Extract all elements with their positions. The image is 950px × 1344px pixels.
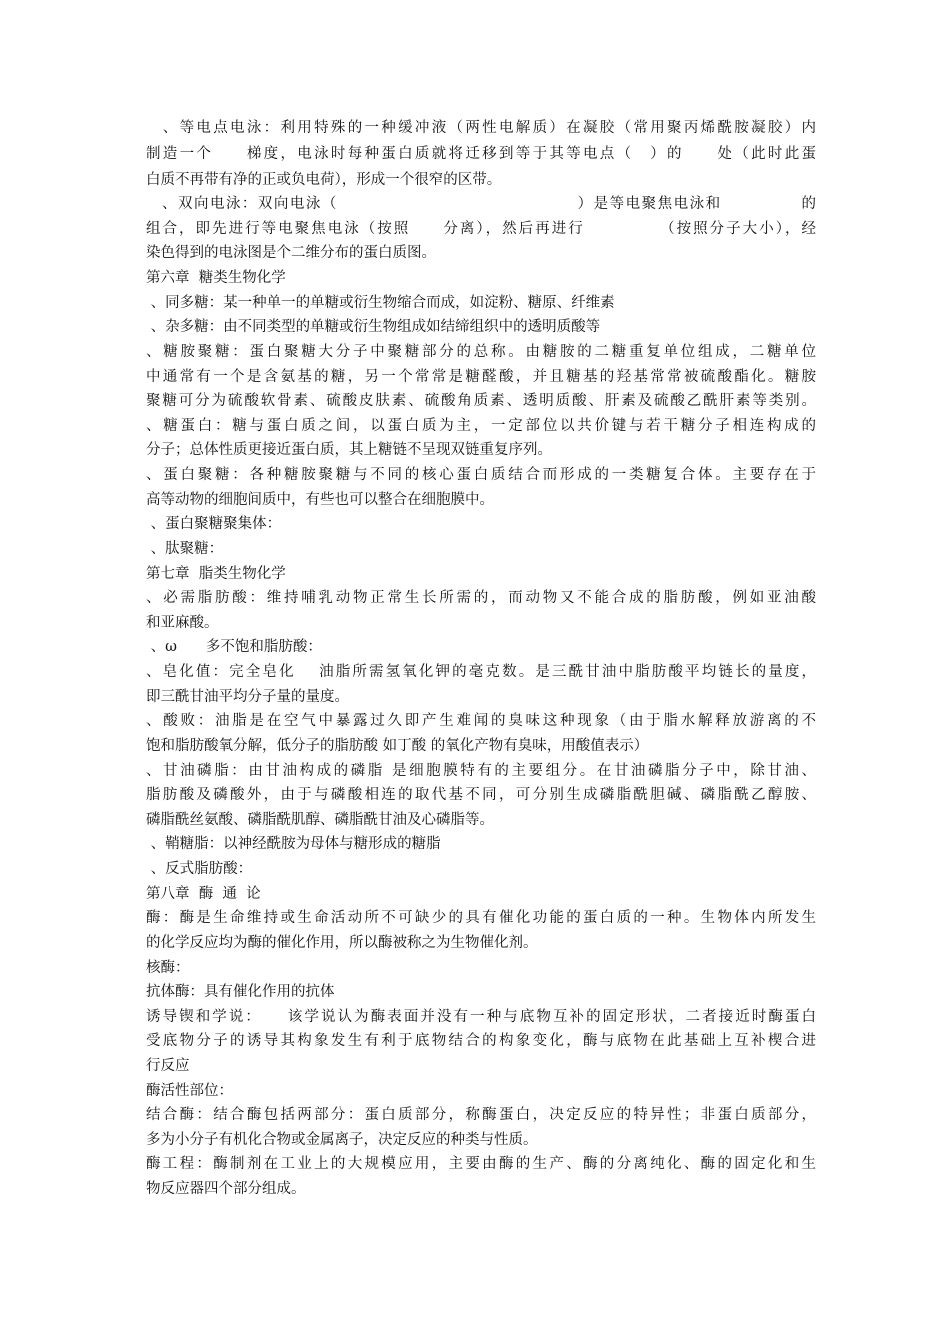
text-line: 、甘油磷脂：由甘油构成的磷脂 是细胞膜特有的主要组分。在甘油磷脂分子中，除甘油、 xyxy=(146,763,816,779)
text-line: 、蛋白聚糖：各种糖胺聚糖与不同的核心蛋白质结合而形成的一类糖复合体。主要存在于 xyxy=(146,467,816,483)
text-line: 、蛋白聚糖聚集体： xyxy=(146,516,282,532)
text-line: 、糖蛋白：糖与蛋白质之间，以蛋白质为主，一定部位以共价键与若干糖分子相连构成的 xyxy=(146,418,816,434)
text-line: 、肽聚糖： xyxy=(146,541,224,557)
text-line: 、等电点电泳：利用特殊的一种缓冲液（两性电解质）在凝胶（常用聚丙烯酰胺凝胶）内 xyxy=(146,120,816,136)
chapter-heading: 第七章 脂类生物化学 xyxy=(146,566,286,582)
text-line: 、反式脂肪酸： xyxy=(146,861,253,877)
chapter-heading: 第八章 酶 通 论 xyxy=(146,886,261,902)
text-line: 行反应 xyxy=(146,1058,190,1074)
chapter-heading: 第六章 糖类生物化学 xyxy=(146,270,286,286)
text-line: 染色得到的电泳图是个二维分布的蛋白质图。 xyxy=(146,245,436,261)
text-line: 高等动物的细胞间质中，有些也可以整合在细胞膜中。 xyxy=(146,492,494,508)
text-line: 物反应器四个部分组成。 xyxy=(146,1181,306,1197)
text-line: 、同多糖：某一种单一的单糖或衍生物缩合而成，如淀粉、糖原、纤维素 xyxy=(146,295,615,311)
text-line: 组合，即先进行等电聚焦电泳（按照 分离），然后再进行 （按照分子大小），经 xyxy=(146,221,816,237)
text-line: 和亚麻酸。 xyxy=(146,615,219,631)
text-line: 、糖胺聚糖：蛋白聚糖大分子中聚糖部分的总称。由糖胺的二糖重复单位组成，二糖单位 xyxy=(146,344,816,360)
text-line: 、杂多糖：由不同类型的单糖或衍生物组成如结缔组织中的透明质酸等 xyxy=(146,319,601,335)
text-line: 饱和脂肪酸氧分解，低分子的脂肪酸 如丁酸 的氧化产物有臭味，用酸值表示） xyxy=(146,738,649,754)
text-line: 诱导锲和学说： 该学说认为酶表面并没有一种与底物互补的固定形状，二者接近时酶蛋白 xyxy=(146,1009,816,1025)
text-line: 多为小分子有机化合物或金属离子，决定反应的种类与性质。 xyxy=(146,1132,538,1148)
text-line: 结合酶：结合酶包括两部分：蛋白质部分，称酶蛋白，决定反应的特异性；非蛋白质部分， xyxy=(146,1107,816,1123)
text-line: 中通常有一个是含氨基的糖，另一个常常是糖醛酸，并且糖基的羟基常常被硫酸酯化。糖胺 xyxy=(146,369,816,385)
text-line: 抗体酶：具有催化作用的抗体 xyxy=(146,984,335,1000)
text-line: 、酸败：油脂是在空气中暴露过久即产生难闻的臭味这种现象（由于脂水解释放游离的不 xyxy=(146,713,816,729)
text-line: 、皂化值：完全皂化 油脂所需氢氧化钾的毫克数。是三酰甘油中脂肪酸平均链长的量度， xyxy=(146,664,816,680)
text-line: 的化学反应均为酶的催化作用，所以酶被称之为生物催化剂。 xyxy=(146,935,538,951)
text-line: 制造一个 梯度，电泳时每种蛋白质就将迁移到等于其等电点（ ）的 处（此时此蛋 xyxy=(146,146,816,162)
text-line: 酶：酶是生命维持或生命活动所不可缺少的具有催化功能的蛋白质的一种。生物体内所发生 xyxy=(146,910,816,926)
text-line: 、鞘糖脂：以神经酰胺为母体与糖形成的糖脂 xyxy=(146,836,441,852)
text-line: 、必需脂肪酸：维持哺乳动物正常生长所需的，而动物又不能合成的脂肪酸，例如亚油酸 xyxy=(146,590,816,606)
text-line: 酶工程：酶制剂在工业上的大规模应用，主要由酶的生产、酶的分离纯化、酶的固定化和生 xyxy=(146,1156,816,1172)
text-line: 酶活性部位： xyxy=(146,1083,233,1099)
text-line: 白质不再带有净的正或负电荷），形成一个很窄的区带。 xyxy=(146,172,502,188)
text-line: 聚糖可分为硫酸软骨素、硫酸皮肤素、硫酸角质素、透明质酸、肝素及硫酸乙酰肝素等类别。 xyxy=(146,393,816,409)
text-line: 脂肪酸及磷酸外，由于与磷酸相连的取代基不同，可分别生成磷脂酰胆碱、磷脂酰乙醇胺、 xyxy=(146,787,816,803)
text-line: 、ω 多不饱和脂肪酸： xyxy=(146,639,322,655)
text-line: 磷脂酰丝氨酸、磷脂酰肌醇、磷脂酰甘油及心磷脂等。 xyxy=(146,812,494,828)
text-line: 核酶： xyxy=(146,960,190,976)
text-line: 受底物分子的诱导其构象发生有利于底物结合的构象变化，酶与底物在此基础上互补楔合进 xyxy=(146,1033,816,1049)
text-line: 、双向电泳：双向电泳（ ）是等电聚焦电泳和 的 xyxy=(146,196,816,212)
text-line: 即三酰甘油平均分子量的量度。 xyxy=(146,689,349,705)
text-line: 分子；总体性质更接近蛋白质，其上糖链不呈现双链重复序列。 xyxy=(146,442,552,458)
